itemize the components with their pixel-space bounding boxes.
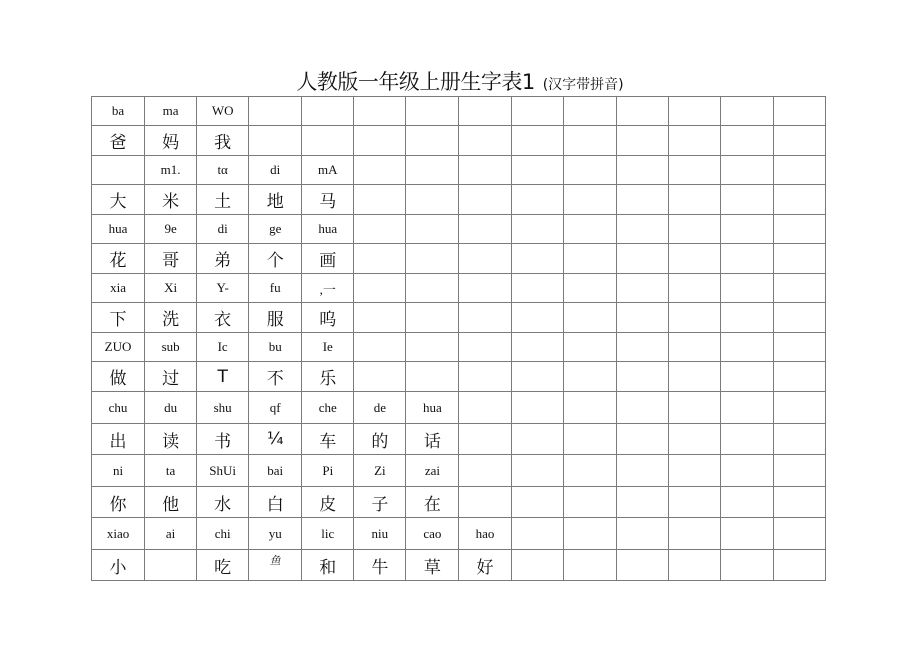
pinyin-cell: fu [249, 274, 302, 303]
hanzi-cell [616, 303, 668, 333]
pinyin-cell: Ie [302, 333, 354, 362]
pinyin-cell: hao [459, 518, 511, 550]
pinyin-cell: du [145, 392, 197, 424]
hanzi-row [92, 550, 826, 581]
hanzi-cell [511, 185, 563, 215]
hanzi-cell: 妈 [145, 126, 197, 156]
pinyin-cell: lic [302, 518, 354, 550]
pinyin-cell [563, 392, 616, 424]
pinyin-cell: ba [92, 97, 145, 126]
pinyin-cell [616, 215, 668, 244]
pinyin-cell: chu [92, 392, 145, 424]
pinyin-cell [668, 156, 720, 185]
hanzi-cell: 的 [354, 424, 406, 455]
hanzi-cell [616, 126, 668, 156]
pinyin-cell: cao [406, 518, 459, 550]
hanzi-cell: 好 [459, 550, 511, 581]
hanzi-cell [720, 362, 773, 392]
hanzi-cell [720, 550, 773, 581]
pinyin-row [92, 518, 826, 550]
hanzi-cell: 牛 [354, 550, 406, 581]
pinyin-cell: hua [92, 215, 145, 244]
pinyin-cell [511, 455, 563, 487]
hanzi-cell: 土 [197, 185, 249, 215]
pinyin-cell: ai [145, 518, 197, 550]
hanzi-cell [354, 126, 406, 156]
hanzi-cell [773, 487, 825, 518]
pinyin-cell [511, 392, 563, 424]
pinyin-cell [773, 518, 825, 550]
pinyin-cell [773, 215, 825, 244]
pinyin-row [92, 455, 826, 487]
hanzi-cell: 吃 [197, 550, 249, 581]
pinyin-cell [459, 215, 511, 244]
hanzi-cell [511, 126, 563, 156]
pinyin-cell: ta [145, 455, 197, 487]
pinyin-cell [773, 455, 825, 487]
pinyin-cell [511, 274, 563, 303]
pinyin-cell: Xi [145, 274, 197, 303]
pinyin-cell: mA [302, 156, 354, 185]
hanzi-cell: 画 [302, 244, 354, 274]
pinyin-cell [249, 97, 302, 126]
pinyin-row [92, 156, 826, 185]
hanzi-cell [616, 185, 668, 215]
hanzi-cell [459, 424, 511, 455]
hanzi-cell [302, 126, 354, 156]
pinyin-cell [616, 392, 668, 424]
hanzi-cell: 车 [302, 424, 354, 455]
hanzi-cell [511, 362, 563, 392]
hanzi-cell [406, 185, 459, 215]
hanzi-cell [459, 126, 511, 156]
hanzi-cell [563, 126, 616, 156]
pinyin-cell [511, 518, 563, 550]
pinyin-cell [720, 97, 773, 126]
pinyin-cell: Zi [354, 455, 406, 487]
pinyin-cell: 9e [145, 215, 197, 244]
hanzi-cell [563, 362, 616, 392]
pinyin-cell: tα [197, 156, 249, 185]
hanzi-cell: ¼ [249, 424, 302, 455]
pinyin-cell: ZUO [92, 333, 145, 362]
hanzi-cell [459, 362, 511, 392]
hanzi-cell [563, 424, 616, 455]
pinyin-cell [563, 215, 616, 244]
hanzi-cell [773, 424, 825, 455]
hanzi-cell: 哥 [145, 244, 197, 274]
hanzi-cell [668, 487, 720, 518]
pinyin-row [92, 97, 826, 126]
pinyin-cell: xiao [92, 518, 145, 550]
pinyin-cell [616, 274, 668, 303]
hanzi-cell: 花 [92, 244, 145, 274]
pinyin-cell [563, 274, 616, 303]
pinyin-cell [563, 455, 616, 487]
pinyin-cell [720, 333, 773, 362]
hanzi-cell: 子 [354, 487, 406, 518]
hanzi-cell: 书 [197, 424, 249, 455]
hanzi-cell: 草 [406, 550, 459, 581]
pinyin-cell: hua [302, 215, 354, 244]
pinyin-row [92, 392, 826, 424]
hanzi-row [92, 244, 826, 274]
hanzi-cell: 洗 [145, 303, 197, 333]
small-glyph: 鱼 [269, 554, 281, 567]
pinyin-cell [773, 333, 825, 362]
pinyin-cell [302, 97, 354, 126]
hanzi-cell [720, 487, 773, 518]
hanzi-cell [668, 550, 720, 581]
pinyin-cell [406, 215, 459, 244]
hanzi-cell [563, 185, 616, 215]
pinyin-cell [668, 215, 720, 244]
hanzi-cell [668, 303, 720, 333]
pinyin-cell: Ic [197, 333, 249, 362]
hanzi-cell [773, 362, 825, 392]
pinyin-cell [354, 215, 406, 244]
title-subtitle: (汉字带拼音) [542, 77, 624, 93]
pinyin-cell [511, 97, 563, 126]
hanzi-cell: 米 [145, 185, 197, 215]
pinyin-cell [616, 333, 668, 362]
pinyin-cell [668, 518, 720, 550]
pinyin-cell [668, 274, 720, 303]
hanzi-cell [406, 362, 459, 392]
hanzi-row [92, 362, 826, 392]
hanzi-cell: 马 [302, 185, 354, 215]
pinyin-cell: WO [197, 97, 249, 126]
hanzi-cell: 读 [145, 424, 197, 455]
hanzi-cell: 过 [145, 362, 197, 392]
hanzi-row [92, 424, 826, 455]
hanzi-cell [354, 362, 406, 392]
hanzi-cell [616, 244, 668, 274]
pinyin-cell: qf [249, 392, 302, 424]
pinyin-cell: Y- [197, 274, 249, 303]
hanzi-cell: 出 [92, 424, 145, 455]
pinyin-cell [720, 215, 773, 244]
hanzi-cell: 呜 [302, 303, 354, 333]
hanzi-cell [668, 244, 720, 274]
hanzi-cell [354, 303, 406, 333]
hanzi-cell [668, 424, 720, 455]
hanzi-cell [773, 244, 825, 274]
hanzi-cell: 在 [406, 487, 459, 518]
pinyin-cell [616, 455, 668, 487]
pinyin-cell [354, 333, 406, 362]
hanzi-row [92, 126, 826, 156]
pinyin-cell [354, 156, 406, 185]
hanzi-cell: 个 [249, 244, 302, 274]
pinyin-row [92, 274, 826, 303]
hanzi-cell: 水 [197, 487, 249, 518]
hanzi-cell [459, 185, 511, 215]
pinyin-cell [459, 455, 511, 487]
pinyin-cell [668, 455, 720, 487]
pinyin-cell [406, 333, 459, 362]
pinyin-cell [563, 156, 616, 185]
hanzi-cell: 他 [145, 487, 197, 518]
hanzi-cell [406, 303, 459, 333]
hanzi-cell [354, 244, 406, 274]
hanzi-cell: T [197, 362, 249, 392]
hanzi-row [92, 185, 826, 215]
pinyin-cell [720, 392, 773, 424]
hanzi-cell: 弟 [197, 244, 249, 274]
pinyin-cell [563, 97, 616, 126]
hanzi-cell [563, 244, 616, 274]
hanzi-cell: 白 [249, 487, 302, 518]
pinyin-cell: m1. [145, 156, 197, 185]
pinyin-cell [773, 392, 825, 424]
pinyin-row [92, 333, 826, 362]
pinyin-cell [563, 333, 616, 362]
pinyin-cell: sub [145, 333, 197, 362]
pinyin-cell [354, 274, 406, 303]
pinyin-cell [773, 156, 825, 185]
hanzi-cell [616, 487, 668, 518]
pinyin-cell: bai [249, 455, 302, 487]
hanzi-cell [406, 126, 459, 156]
pinyin-cell: ,一 [302, 274, 354, 303]
hanzi-cell: 皮 [302, 487, 354, 518]
pinyin-cell [616, 518, 668, 550]
pinyin-cell: de [354, 392, 406, 424]
pinyin-cell [773, 274, 825, 303]
pinyin-cell [720, 455, 773, 487]
pinyin-cell: ma [145, 97, 197, 126]
hanzi-cell [249, 550, 302, 581]
pinyin-cell [459, 156, 511, 185]
pinyin-cell [720, 274, 773, 303]
pinyin-cell [616, 156, 668, 185]
hanzi-cell [511, 487, 563, 518]
pinyin-cell [668, 97, 720, 126]
pinyin-cell: shu [197, 392, 249, 424]
hanzi-cell [563, 303, 616, 333]
hanzi-cell [354, 185, 406, 215]
hanzi-cell [511, 303, 563, 333]
hanzi-cell [563, 487, 616, 518]
character-table [91, 96, 826, 581]
hanzi-row [92, 303, 826, 333]
pinyin-cell [406, 274, 459, 303]
hanzi-cell [720, 126, 773, 156]
hanzi-cell [511, 424, 563, 455]
pinyin-cell [459, 274, 511, 303]
hanzi-cell [668, 126, 720, 156]
pinyin-cell [406, 156, 459, 185]
hanzi-cell [459, 244, 511, 274]
pinyin-cell [459, 392, 511, 424]
hanzi-cell [511, 244, 563, 274]
pinyin-cell: di [249, 156, 302, 185]
pinyin-cell: xia [92, 274, 145, 303]
hanzi-cell: 乐 [302, 362, 354, 392]
hanzi-cell [616, 362, 668, 392]
hanzi-cell [459, 487, 511, 518]
hanzi-cell [773, 185, 825, 215]
hanzi-cell: 大 [92, 185, 145, 215]
pinyin-cell [459, 333, 511, 362]
pinyin-cell: yu [249, 518, 302, 550]
pinyin-cell [92, 156, 145, 185]
hanzi-cell [616, 424, 668, 455]
pinyin-cell: niu [354, 518, 406, 550]
hanzi-cell [720, 244, 773, 274]
pinyin-cell [720, 518, 773, 550]
pinyin-cell: ShUi [197, 455, 249, 487]
pinyin-cell: hua [406, 392, 459, 424]
pinyin-cell [668, 392, 720, 424]
pinyin-cell: chi [197, 518, 249, 550]
pinyin-cell [511, 156, 563, 185]
hanzi-cell [459, 303, 511, 333]
hanzi-cell: 不 [249, 362, 302, 392]
hanzi-cell [720, 303, 773, 333]
pinyin-cell [511, 333, 563, 362]
hanzi-cell [406, 244, 459, 274]
pinyin-cell [459, 97, 511, 126]
pinyin-cell: zai [406, 455, 459, 487]
hanzi-cell [249, 126, 302, 156]
pinyin-cell: di [197, 215, 249, 244]
pinyin-cell [354, 97, 406, 126]
hanzi-cell: 我 [197, 126, 249, 156]
hanzi-cell [563, 550, 616, 581]
pinyin-cell [616, 97, 668, 126]
pinyin-cell: bu [249, 333, 302, 362]
pinyin-cell: ni [92, 455, 145, 487]
hanzi-cell [668, 362, 720, 392]
hanzi-row [92, 487, 826, 518]
pinyin-cell [668, 333, 720, 362]
document-title [0, 66, 920, 98]
hanzi-cell: 地 [249, 185, 302, 215]
pinyin-cell [720, 156, 773, 185]
pinyin-cell [773, 97, 825, 126]
pinyin-cell [511, 215, 563, 244]
hanzi-cell: 爸 [92, 126, 145, 156]
hanzi-cell [145, 550, 197, 581]
hanzi-cell [773, 126, 825, 156]
hanzi-cell: 服 [249, 303, 302, 333]
pinyin-row [92, 215, 826, 244]
hanzi-cell [668, 185, 720, 215]
hanzi-cell [720, 185, 773, 215]
hanzi-cell: 你 [92, 487, 145, 518]
hanzi-cell [616, 550, 668, 581]
hanzi-cell [720, 424, 773, 455]
pinyin-cell [563, 518, 616, 550]
hanzi-cell: 话 [406, 424, 459, 455]
hanzi-cell: 衣 [197, 303, 249, 333]
hanzi-cell [773, 303, 825, 333]
pinyin-cell: ge [249, 215, 302, 244]
pinyin-cell [406, 97, 459, 126]
hanzi-cell: 小 [92, 550, 145, 581]
hanzi-cell: 做 [92, 362, 145, 392]
hanzi-cell: 和 [302, 550, 354, 581]
pinyin-cell: Pi [302, 455, 354, 487]
hanzi-cell [511, 550, 563, 581]
hanzi-cell [773, 550, 825, 581]
title-main: 人教版一年级上册生字表1 [296, 70, 535, 94]
hanzi-cell: 下 [92, 303, 145, 333]
pinyin-cell: che [302, 392, 354, 424]
